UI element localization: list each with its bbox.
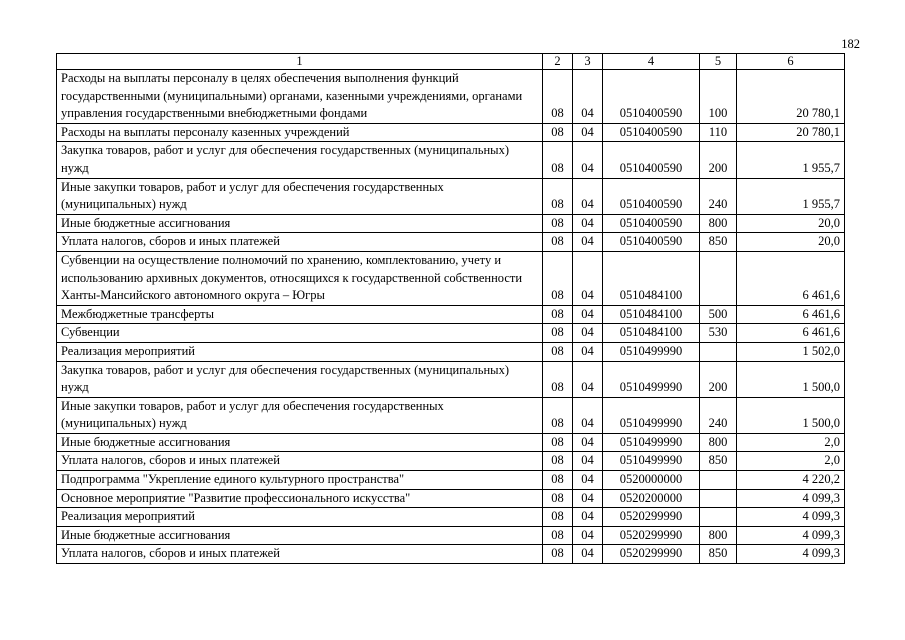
expense-type-cell: 800 [700,526,737,545]
amount-cell: 1 500,0 [737,397,845,433]
section-cell: 08 [543,397,573,433]
section-cell: 08 [543,305,573,324]
table-row [57,471,845,490]
column-header: 3 [573,54,603,70]
row-name-cell: Реализация мероприятий [57,508,543,527]
expense-type-cell [700,489,737,508]
expense-type-cell: 240 [700,397,737,433]
subsection-cell: 04 [573,489,603,508]
table-row [57,233,845,252]
row-name-cell: Межбюджетные трансферты [57,305,543,324]
target-article-cell: 0520000000 [603,471,700,490]
amount-cell: 4 220,2 [737,471,845,490]
amount-cell: 20 780,1 [737,70,845,124]
column-header: 4 [603,54,700,70]
amount-cell: 4 099,3 [737,526,845,545]
amount-cell: 4 099,3 [737,508,845,527]
row-name-cell: Основное мероприятие "Развитие профессионального искусства" [57,489,543,508]
row-name-cell: Закупка товаров, работ и услуг для обеспечения государственных (муниципальных) нужд [57,142,543,178]
section-cell: 08 [543,526,573,545]
amount-cell: 1 502,0 [737,342,845,361]
table-row [57,178,845,214]
target-article-cell: 0510400590 [603,178,700,214]
section-cell: 08 [543,361,573,397]
row-name-cell: Расходы на выплаты персоналу казенных учреждений [57,123,543,142]
section-cell: 08 [543,452,573,471]
section-cell: 08 [543,123,573,142]
amount-cell: 1 955,7 [737,178,845,214]
section-cell: 08 [543,545,573,564]
subsection-cell: 04 [573,361,603,397]
expense-type-cell: 200 [700,361,737,397]
expense-type-cell: 850 [700,452,737,471]
target-article-cell: 0520200000 [603,489,700,508]
section-cell: 08 [543,471,573,490]
amount-cell: 4 099,3 [737,545,845,564]
target-article-cell: 0510400590 [603,214,700,233]
row-name-cell: Иные закупки товаров, работ и услуг для обеспечения государственных (муниципальных) нужд [57,397,543,433]
section-cell: 08 [543,214,573,233]
row-name-cell: Иные закупки товаров, работ и услуг для обеспечения государственных (муниципальных) нужд [57,178,543,214]
table-row [57,361,845,397]
subsection-cell: 04 [573,214,603,233]
amount-cell: 2,0 [737,452,845,471]
table-row [57,545,845,564]
column-header: 5 [700,54,737,70]
amount-cell: 1 955,7 [737,142,845,178]
expense-type-cell: 850 [700,233,737,252]
target-article-cell: 0510400590 [603,233,700,252]
column-header: 6 [737,54,845,70]
target-article-cell: 0510400590 [603,142,700,178]
section-cell: 08 [543,433,573,452]
table-row [57,142,845,178]
amount-cell: 6 461,6 [737,305,845,324]
row-name-cell: Субвенции на осуществление полномочий по хранению, комплектованию, учету и использованию архивных документов, относящихся к государственной собственности Ханты-Мансийского автономного округа – Югры [57,251,543,305]
target-article-cell: 0510484100 [603,324,700,343]
table-row [57,489,845,508]
target-article-cell: 0510499990 [603,361,700,397]
row-name-cell: Иные бюджетные ассигнования [57,214,543,233]
expense-type-cell: 500 [700,305,737,324]
expense-type-cell [700,342,737,361]
row-name-cell: Закупка товаров, работ и услуг для обеспечения государственных (муниципальных) нужд [57,361,543,397]
subsection-cell: 04 [573,397,603,433]
target-article-cell: 0520299990 [603,508,700,527]
row-name-cell: Уплата налогов, сборов и иных платежей [57,233,543,252]
page-number: 182 [841,37,860,51]
table-row [57,397,845,433]
table-row [57,70,845,124]
budget-table [56,53,845,564]
section-cell: 08 [543,178,573,214]
amount-cell: 20 780,1 [737,123,845,142]
target-article-cell: 0520299990 [603,526,700,545]
subsection-cell: 04 [573,123,603,142]
target-article-cell: 0510499990 [603,342,700,361]
expense-type-cell: 200 [700,142,737,178]
amount-cell: 6 461,6 [737,251,845,305]
row-name-cell: Подпрограмма "Укрепление единого культурного пространства" [57,471,543,490]
subsection-cell: 04 [573,433,603,452]
expense-type-cell [700,508,737,527]
expense-type-cell: 800 [700,214,737,233]
table-header-row [57,54,845,70]
subsection-cell: 04 [573,452,603,471]
row-name-cell: Реализация мероприятий [57,342,543,361]
amount-cell: 6 461,6 [737,324,845,343]
column-header: 2 [543,54,573,70]
target-article-cell: 0510400590 [603,70,700,124]
row-name-cell: Уплата налогов, сборов и иных платежей [57,545,543,564]
subsection-cell: 04 [573,471,603,490]
target-article-cell: 0510499990 [603,452,700,471]
subsection-cell: 04 [573,324,603,343]
expense-type-cell: 240 [700,178,737,214]
target-article-cell: 0510499990 [603,433,700,452]
subsection-cell: 04 [573,545,603,564]
subsection-cell: 04 [573,508,603,527]
table-row [57,305,845,324]
subsection-cell: 04 [573,233,603,252]
row-name-cell: Уплата налогов, сборов и иных платежей [57,452,543,471]
table-row [57,342,845,361]
table-row [57,251,845,305]
table-body [57,70,845,564]
table-row [57,526,845,545]
expense-type-cell: 800 [700,433,737,452]
amount-cell: 2,0 [737,433,845,452]
table-row [57,452,845,471]
table-row [57,433,845,452]
table-row [57,214,845,233]
section-cell: 08 [543,508,573,527]
subsection-cell: 04 [573,142,603,178]
amount-cell: 1 500,0 [737,361,845,397]
amount-cell: 20,0 [737,233,845,252]
expense-type-cell: 110 [700,123,737,142]
amount-cell: 20,0 [737,214,845,233]
section-cell: 08 [543,324,573,343]
row-name-cell: Иные бюджетные ассигнования [57,526,543,545]
expense-type-cell [700,251,737,305]
table-row [57,508,845,527]
subsection-cell: 04 [573,526,603,545]
subsection-cell: 04 [573,70,603,124]
expense-type-cell: 850 [700,545,737,564]
expense-type-cell [700,471,737,490]
section-cell: 08 [543,70,573,124]
row-name-cell: Иные бюджетные ассигнования [57,433,543,452]
row-name-cell: Субвенции [57,324,543,343]
section-cell: 08 [543,142,573,178]
expense-type-cell: 100 [700,70,737,124]
section-cell: 08 [543,489,573,508]
expense-type-cell: 530 [700,324,737,343]
target-article-cell: 0510484100 [603,305,700,324]
subsection-cell: 04 [573,178,603,214]
row-name-cell: Расходы на выплаты персоналу в целях обеспечения выполнения функций государственными (муниципальными) органами, казенными учреждениями, органами управления государственными внебюджетными фондами [57,70,543,124]
subsection-cell: 04 [573,342,603,361]
table-row [57,324,845,343]
target-article-cell: 0510484100 [603,251,700,305]
section-cell: 08 [543,251,573,305]
table-row [57,123,845,142]
target-article-cell: 0510400590 [603,123,700,142]
subsection-cell: 04 [573,251,603,305]
target-article-cell: 0520299990 [603,545,700,564]
amount-cell: 4 099,3 [737,489,845,508]
section-cell: 08 [543,342,573,361]
section-cell: 08 [543,233,573,252]
subsection-cell: 04 [573,305,603,324]
target-article-cell: 0510499990 [603,397,700,433]
column-header: 1 [57,54,543,70]
